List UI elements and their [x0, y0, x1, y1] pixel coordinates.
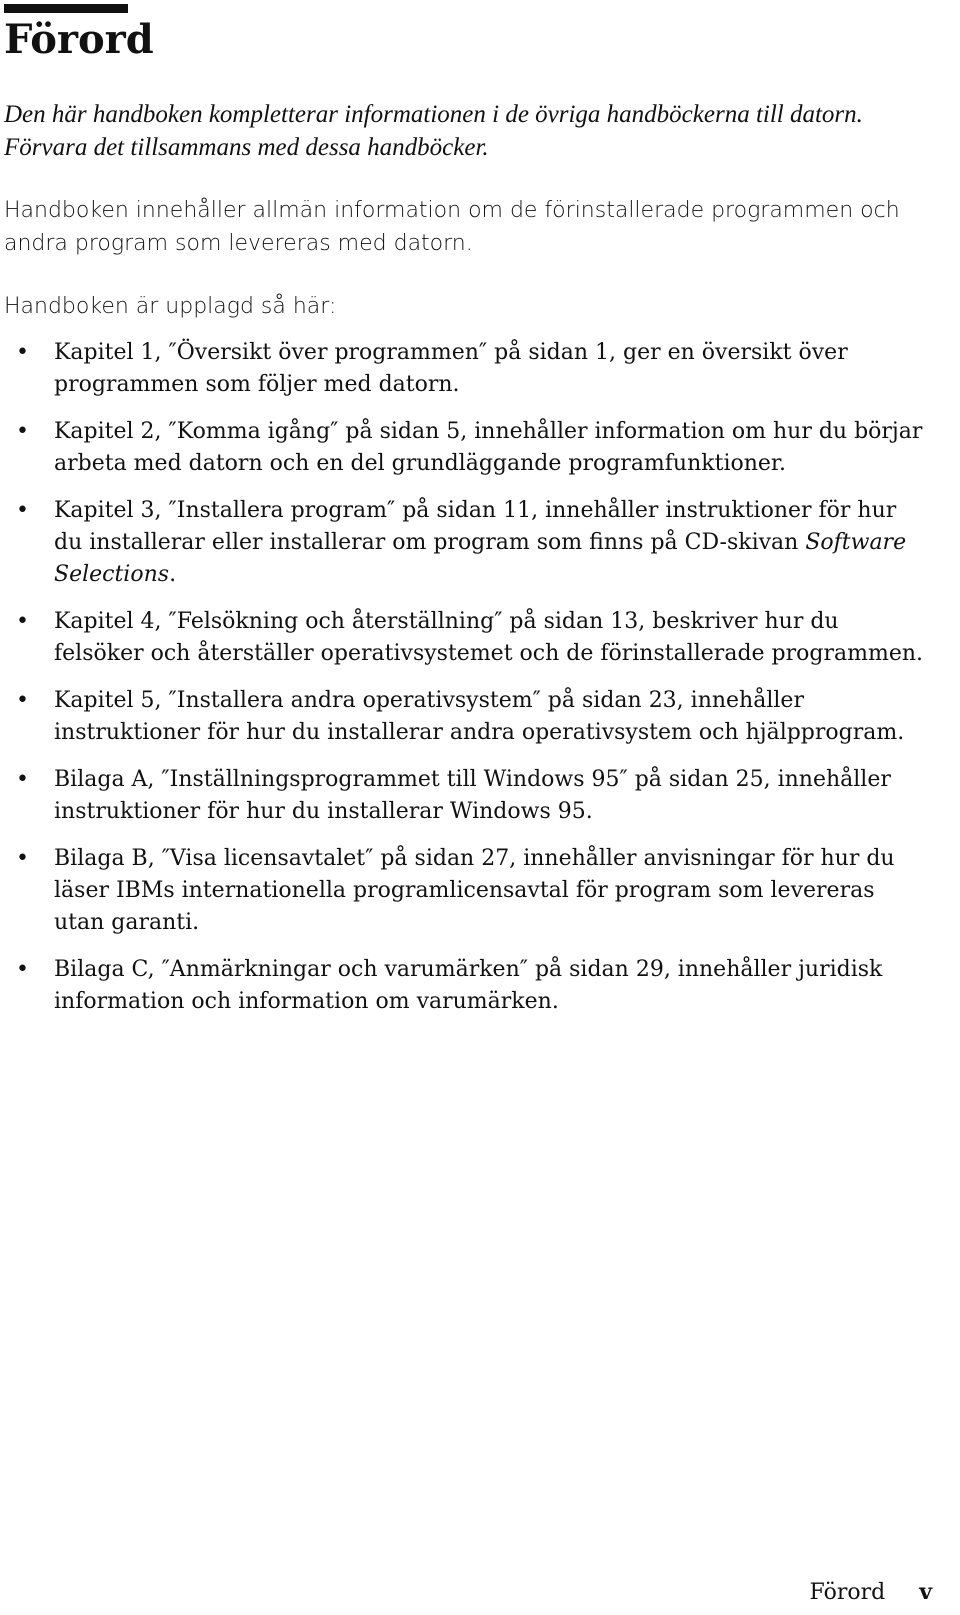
general-info-paragraph: Handboken innehåller allmän information om de förinstallerade programmen och andra program som levereras med datorn. [4, 198, 900, 256]
bullet-icon: • [16, 609, 29, 634]
list-item-text: Kapitel 2, ″Komma igång″ på sidan 5, innehåller information om hur du börjar arbeta med datorn och en del grundläggande programfunktioner. [54, 419, 923, 476]
list-item-text: Kapitel 1, ″Översikt över programmen″ på sidan 1, ger en översikt över programmen som följer med datorn. [54, 340, 848, 397]
cd-title: Software Selections [54, 530, 907, 587]
chapter-list [4, 337, 924, 1018]
list-item-text-end: . [169, 562, 177, 587]
bullet-icon: • [16, 340, 29, 365]
footer-section-title: Förord [809, 1580, 886, 1605]
list-item-text: Kapitel 4, ″Felsökning och återställning″ på sidan 13, beskriver hur du felsöker och återställer operativsystemet och de förinstallerade programmen. [54, 609, 923, 666]
list-item [4, 337, 924, 401]
list-item [4, 416, 924, 480]
page-title: Förord [4, 16, 154, 63]
list-item-text: Bilaga B, ″Visa licensavtalet″ på sidan 27, innehåller anvisningar för hur du läser IBMs internationella programlicensavtal för program som levereras utan garanti. [54, 846, 895, 935]
page-footer [810, 1578, 932, 1607]
outline-paragraph: Handboken är upplagd så här: [4, 294, 337, 319]
bullet-icon: • [16, 688, 29, 713]
bullet-icon: • [16, 957, 29, 982]
bullet-icon: • [16, 767, 29, 792]
list-item [4, 843, 924, 939]
intro-paragraph: Den här handboken kompletterar informationen i de övriga handböckerna till datorn. Förvara det tillsammans med dessa handböcker. [4, 101, 863, 161]
bullet-icon: • [16, 498, 29, 523]
list-item [4, 495, 924, 591]
list-item-text: Kapitel 5, ″Installera andra operativsystem″ på sidan 23, innehåller instruktioner för hur du installerar andra operativsystem och hjälpprogram. [54, 688, 905, 745]
bullet-icon: • [16, 419, 29, 444]
bullet-icon: • [16, 846, 29, 871]
list-item [4, 606, 924, 670]
list-item-text: Bilaga A, ″Inställningsprogrammet till Windows 95″ på sidan 25, innehåller instruktioner för hur du installerar Windows 95. [54, 767, 891, 824]
list-item-text: Bilaga C, ″Anmärkningar och varumärken″ på sidan 29, innehåller juridisk information och information om varumärken. [54, 957, 883, 1014]
list-item-text: Kapitel 3, ″Installera program″ på sidan 11, innehåller instruktioner för hur du installerar eller installerar om program som finns på CD-skivan [54, 498, 897, 555]
list-item [4, 685, 924, 749]
list-item [4, 954, 924, 1018]
list-item [4, 764, 924, 828]
page-body [4, 98, 924, 1033]
title-rule [4, 4, 128, 13]
page-number: v [919, 1579, 932, 1605]
